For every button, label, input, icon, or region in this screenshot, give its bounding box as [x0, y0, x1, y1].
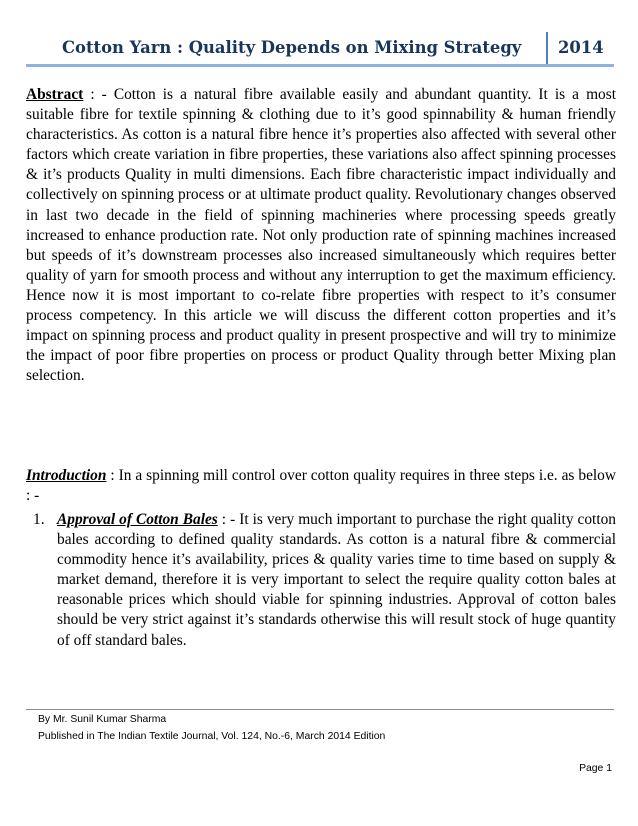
- list-item-text: : - It is very much important to purchase the right quality cotton bales according to defined quality standards. As cotton is a natural fibre & commercial commodity hence it’s availability, prices & quality varies time to time based on supply & market demand, therefore it is very important to select the require quality cotton bales at reasonable prices which should viable for spinning industries. Approval of cotton bales should be very strict against it’s standards otherwise this will result stock of huge quantity of off standard bales.: [57, 511, 616, 649]
- introduction-paragraph: [26, 466, 616, 506]
- abstract-paragraph: [26, 85, 616, 386]
- footer-publication: Published in The Indian Textile Journal, Vol. 124, No.-6, March 2014 Edition: [38, 731, 386, 742]
- abstract-label: Abstract: [26, 86, 84, 103]
- page-number: Page 1: [579, 763, 612, 774]
- header-year: 2014: [558, 38, 604, 57]
- list-item-body: [57, 510, 616, 651]
- header-rule: [26, 64, 614, 67]
- header-divider: [546, 32, 548, 64]
- list-item-label: Approval of Cotton Bales: [57, 511, 218, 528]
- introduction-text: : In a spinning mill control over cotton quality requires in three steps i.e. as below : -: [26, 467, 616, 505]
- list-item: [33, 510, 616, 651]
- abstract-text: : - Cotton is a natural fibre available easily and abundant quantity. It is a most suitable fibre for textile spinning & clothing due to it’s good spinnability & human friendly characteristics. As cotton is a natural fibre hence it’s properties also affected with several other factors which create variation in fibre properties, these variations also affect spinning processes & it’s products Quality in multi dimensions. Each fibre characteristic impact individually and collectively on spinning process or at ultimate product quality. Revolutionary changes observed in last two decade in the field of spinning machineries where processing speeds greatly increased to enhance production rate. Not only production rate of spinning machines increased but speeds of it’s downstream processes also increased simultaneously which requires better quality of yarn for smooth process and without any interruption to get the maximum efficiency. Hence now it is most important to co-relate fibre properties with respect to it’s consumer process competency. In this article we will discuss the different cotton properties and it’s impact on spinning process and product quality in present prospective and will try to minimize the impact of poor fibre properties on process or product Quality through better Mixing plan selection.: [26, 86, 616, 385]
- page-header: [26, 32, 614, 66]
- numbered-list: [33, 510, 616, 651]
- introduction-label: Introduction: [26, 467, 107, 484]
- footer-author: By Mr. Sunil Kumar Sharma: [38, 714, 167, 725]
- footer-rule: [26, 709, 614, 710]
- header-title: Cotton Yarn : Quality Depends on Mixing Strategy: [62, 38, 522, 57]
- list-item-number: 1.: [33, 511, 45, 528]
